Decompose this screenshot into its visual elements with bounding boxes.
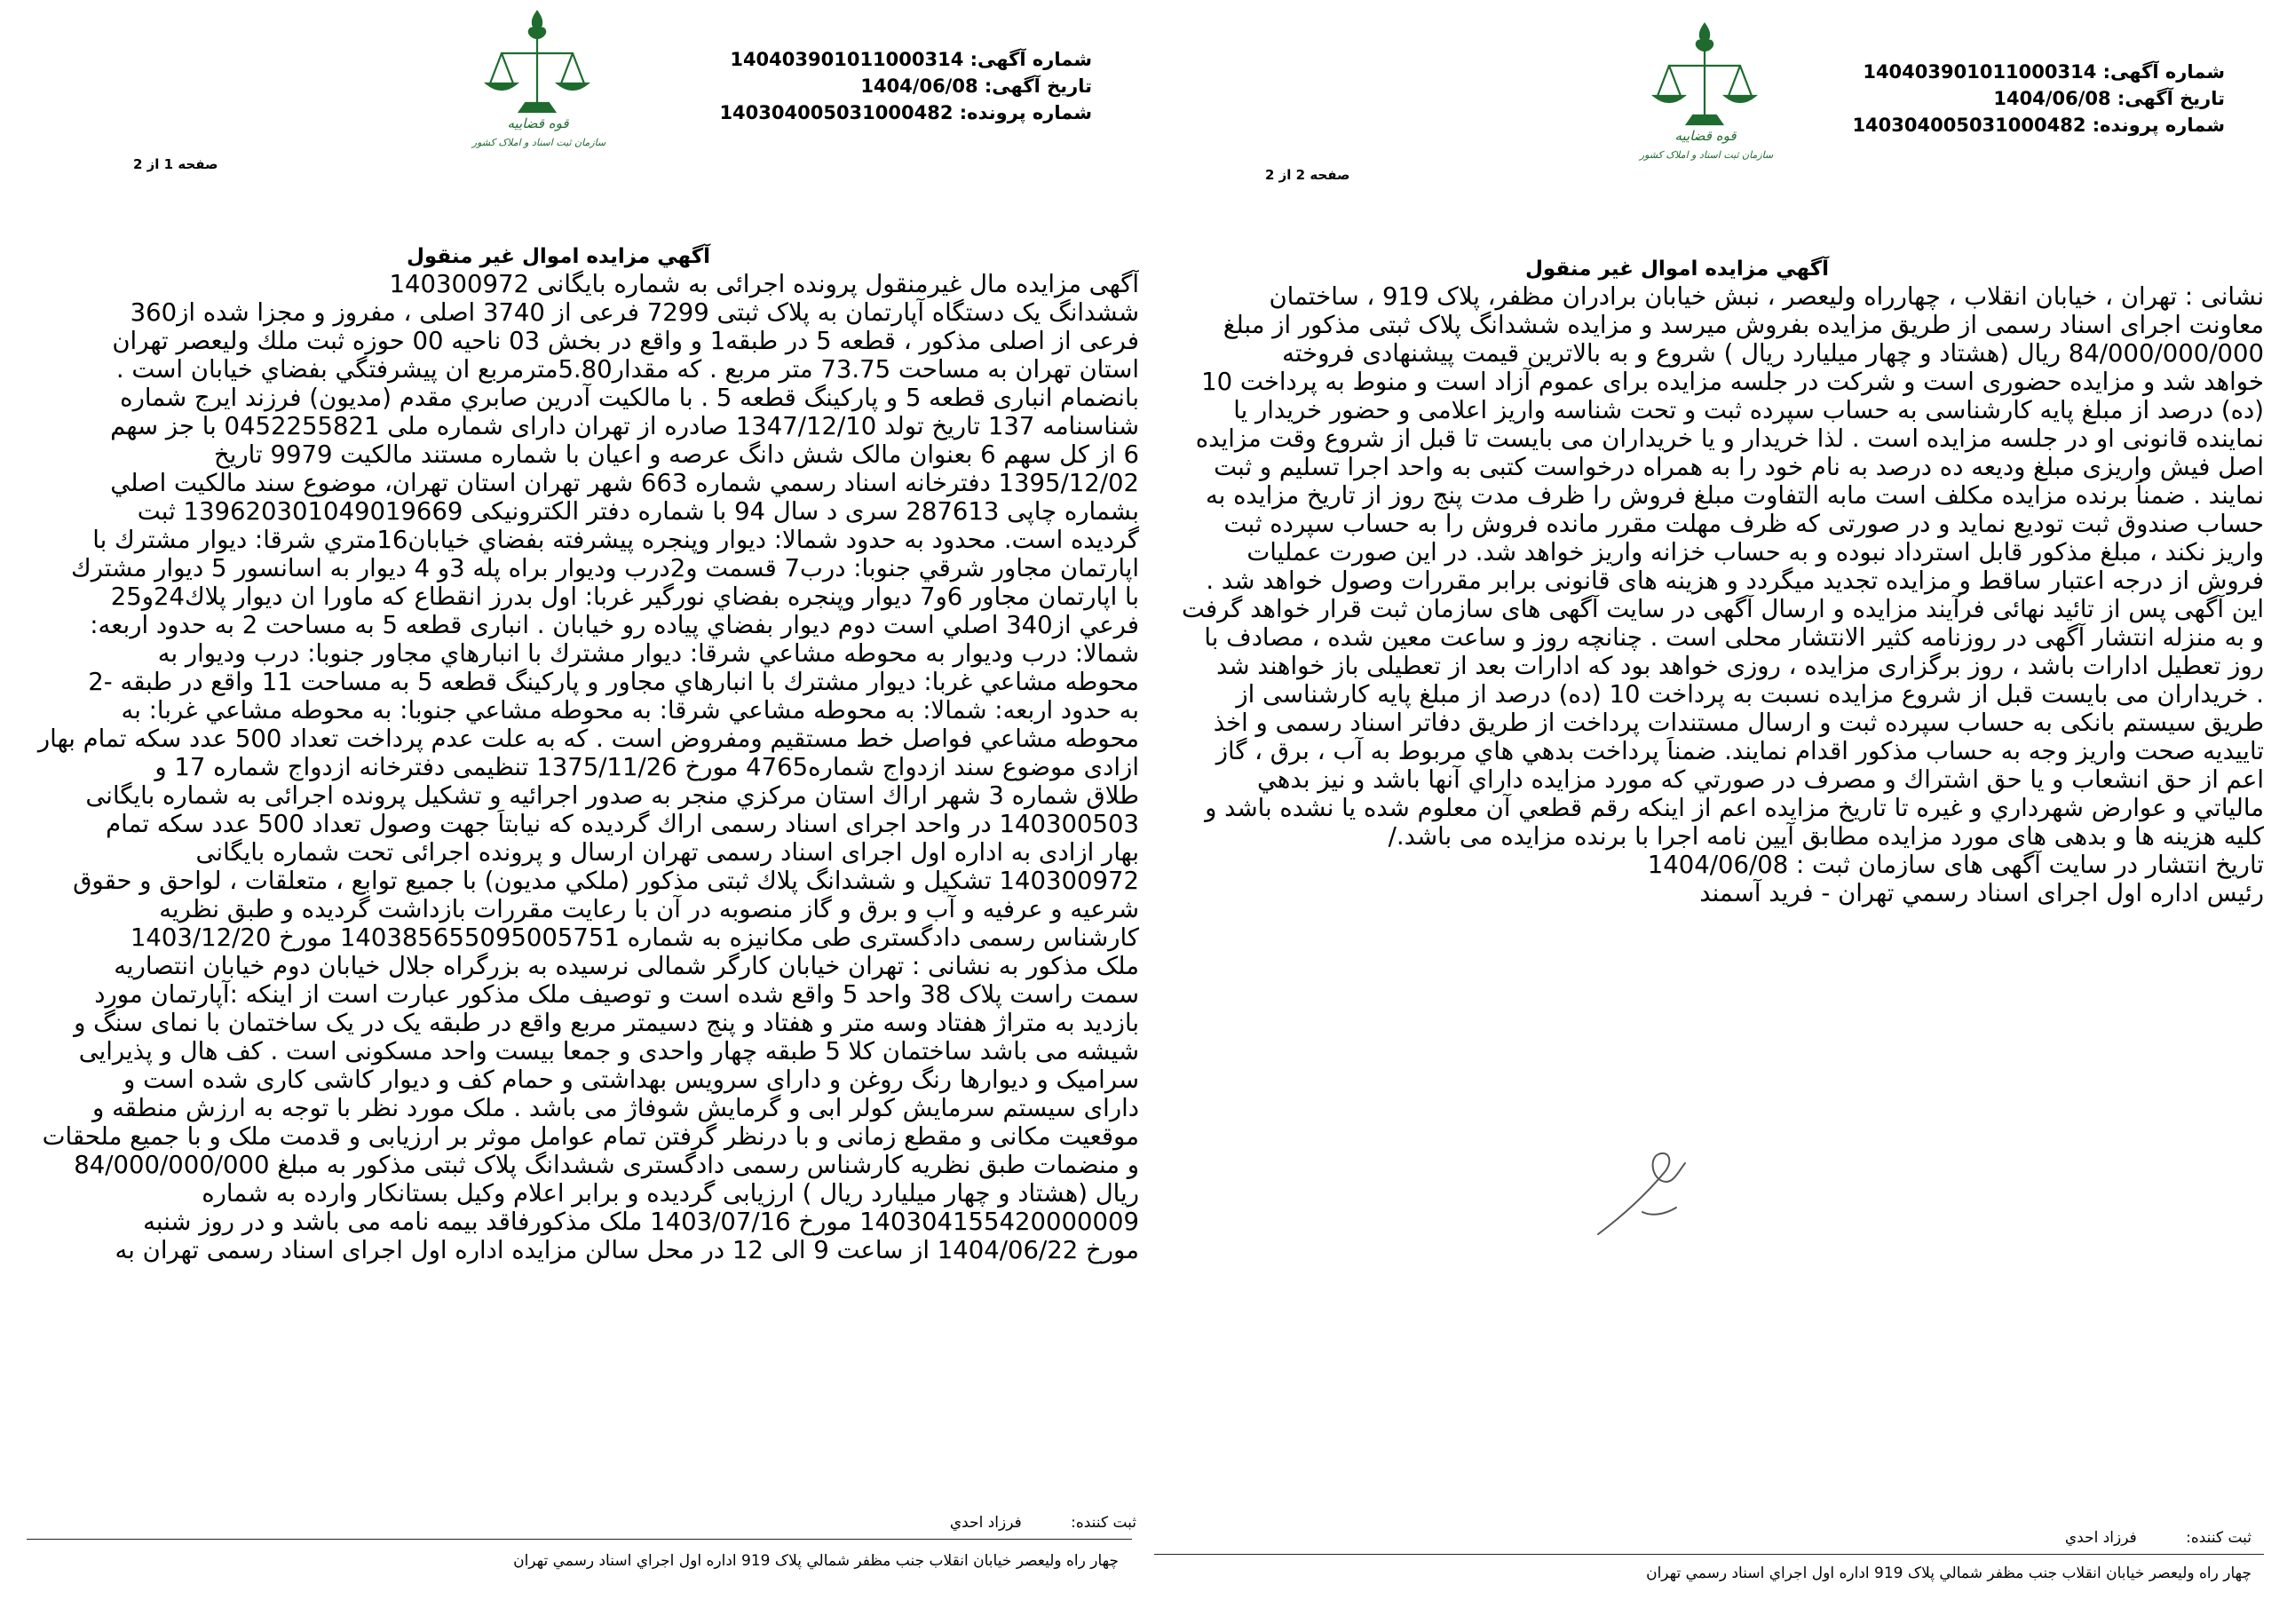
footer-divider [27, 1539, 1132, 1540]
notice-body [27, 270, 1139, 1264]
body-line: مورخ 1404/06/22 از ساعت 9 الی 12 در محل سالن مزایده اداره اول اجرای اسناد رسمی تهران به [115, 1236, 1139, 1264]
body-line: تاییدیه صحت واریز وجه به حساب مذکور اقدام نمایند. ضمناً پرداخت بدهي هاي مربوط به آب ، برق ، گاز [1215, 737, 2264, 765]
body-line: کلیه هزینه ها و بدهی های مورد مزایده مطابق آیین نامه اجرا با برنده مزایده می باشد./ [1388, 822, 2264, 851]
ad-header-left [595, 46, 1092, 126]
body-line: شناسنامه 137 تاریخ تولد 1347/12/10 صادره از تهران دارای شماره ملی 0452255821 با جز سهم [110, 412, 1139, 440]
document-title: آگهي مزايده اموال غير منقول [406, 245, 710, 268]
body-line: به حدود اربعه: شمالا: به محوطه مشاعي شرقا: به محوطه مشاعي جنوبا: به محوطه مشاعي غربا: به [121, 696, 1139, 725]
body-line: سرامیک و دیوارها رنگ روغن و دارای سرویس بهداشتی و حمام کف و دیوار کاشی کاری شده است و [123, 1066, 1139, 1094]
body-line: معاونت اجرای اسناد رسمی از طریق مزایده بفروش میرسد و مزایده ششدانگ پلاک ثبتی مذکور از مبلغ [1223, 311, 2264, 339]
recorder-info [2065, 1529, 2251, 1547]
body-line: محوطه مشاعي غربا: ديوار مشترك با انبارهاي مجاور و پارکینگ قطعه 5 به مساحت 11 واقع در طبقه -2 [88, 668, 1139, 696]
body-line: سمت راست پلاک 38 واحد 5 واقع شده است و توصیف ملک مذکور عبارت است از اینکه :آپارتمان مورد [94, 980, 1139, 1009]
footer-address: چهار راه وليعصر خيابان انقلاب جنب مظفر شمالي پلاک 919 اداره اول اجراي اسناد رسمي تهران [513, 1552, 1119, 1570]
body-line: (ده) درصد از مبلغ پایه کارشناسی به حساب سپرده ثبت و تحت شناسه واریز اعلامی و حضور خریدار یا [1233, 396, 2264, 424]
body-line: اعم از حق انشعاب و يا حق اشتراك و مصرف در صورتي كه مورد مزايده داراي آنها باشد و نيز بدهي [1256, 765, 2264, 794]
body-line: 1395/12/02 دفترخانه اسناد رسمي شماره 663 شهر تهران استان تهران، موضوع سند مالکیت اصلي [110, 469, 1139, 497]
body-line: بازدید به متراژ هفتاد وسه متر و هفتاد و پنج دسیمتر مربع واقع در طبقه یک در یک ساختمان با نمای سنگ و [74, 1009, 1139, 1037]
body-line: فروش از درجه اعتبار ساقط و مزایده تجدید میگردد و هزینه های قانونی برابر مقررات وصول خواهد شد . [1206, 566, 2264, 595]
file-number-label: شماره پرونده: [2092, 115, 2225, 136]
body-line: این آگهی پس از تائید نهائی فرآیند مزایده و ارسال آگهی در سایت آگهی های سازمان ثبت قرار خواهد گرفت [1181, 595, 2264, 623]
page-2 [1154, 0, 2287, 1624]
judiciary-emblem-icon [471, 7, 604, 158]
body-line: موقعیت مکانی و مقطع زمانی و با درنظر گرفتن تمام عوامل موثر بر ارزیابی و قدمت ملک و با جمیع ملحقات [42, 1122, 1139, 1151]
body-line: 140300972 تشکیل و ششدانگ پلاك ثبتی مذکور (ملكي مديون) با جمیع توابع ، متعلقات ، لواحق و حقوق [73, 867, 1139, 895]
page-number: صفحه 2 از 2 [1265, 167, 1350, 183]
ad-number-label: شماره آگهی: [969, 49, 1092, 70]
ad-header-right [1728, 59, 2225, 139]
body-line: اپارتمان مجاور شرقي جنوبا: درب7 قسمت و2درب وديوار براه پله 3و 4 ديوار به اسانسور 5 ديوار مشترك [71, 554, 1139, 582]
body-line: رئیس اداره اول اجرای اسناد رسمي تهران - فرید آسمند [1699, 879, 2264, 907]
recorder-info [950, 1514, 1136, 1532]
body-line: بشماره چاپی 287613 سری د سال 94 با شماره دفتر الکترونیکی 139620301049019669 ثبت [137, 497, 1139, 526]
body-line: 84/000/000/000 ریال (هشتاد و چهار میلیارد ریال ) شروع و به بالاترین قیمت پیشنهادی فروخته [1282, 339, 2264, 368]
body-line: طلاق شماره 3 شهر اراك استان مرکزي منجر به صدور اجرائیه و تشکیل پرونده اجرائی به شماره بایگانی [85, 781, 1139, 810]
file-number: 140304005031000482 [1852, 115, 2086, 136]
body-line: دارای سیستم سرمایش کولر ابی و گرمایش شوفاژ می باشد . ملک مورد نظر با توجه به ارزش منطقه و [92, 1094, 1139, 1122]
ad-number-label: شماره آگهی: [2102, 61, 2225, 83]
body-line: محوطه مشاعي فواصل خط مستقيم ومفروض است . که به علت عدم پرداخت تعداد 500 عدد سکه تمام بهار [37, 725, 1139, 753]
document-title: آگهي مزايده اموال غير منقول [1524, 257, 1829, 281]
body-line: خواهد شد و مزایده حضوری است و شرکت در جلسه مزایده برای عموم آزاد است و منوط به پرداخت 10 [1201, 368, 2264, 396]
emblem-text: قوه قضاییه [1674, 128, 1737, 144]
body-line: واریز نکند ، مبلغ مذکور قابل استرداد نبوده و به حساب خزانه واریز خواهد شد. در این صورت عملیات [1246, 538, 2264, 566]
file-number-row [595, 99, 1092, 126]
body-line: آگهی مزایده مال غیرمنقول پرونده اجرائی به شماره بایگانی 140300972 [389, 270, 1139, 298]
body-line: اصل فیش واریزی مبلغ ودیعه ده درصد به نام خود را به همراه درخواست کتبی به واحد اجرا تسلیم و ثبت [1214, 453, 2264, 481]
file-number-label: شماره پرونده: [959, 102, 1092, 123]
file-number: 140304005031000482 [719, 102, 954, 123]
body-line: مالياتي و عوارض شهرداري و غيره تا تاريخ مزايده اعم از اينكه رقم قطعي آن معلوم شده يا نشده باشد و [1205, 794, 2264, 822]
body-line: گرديده است. محدود به حدود شمالا: ديوار وپنجره پيشرفته بفضاي خيابان16متري شرقا: ديوار مشترك با [92, 526, 1139, 554]
body-line: بانضمام انباری قطعه 5 و پارکینگ قطعه 5 . با مالکیت آدرين صابري مقدم (مديون) فرزند ايرج شماره [120, 384, 1139, 412]
body-line: و منضمات طبق نظریه کارشناس رسمی دادگستری ششدانگ پلاک ثبتی مذکور به مبلغ 84/000/000/000 [74, 1151, 1139, 1179]
body-line: طریق سیستم بانکی به حساب سپرده ثبت و ارسال مستندات پرداخت از طریق دفاتر اسناد رسمی و اخذ [1213, 709, 2264, 737]
recorder-label: ثبت کننده: [2186, 1529, 2251, 1547]
body-line: و به منزله انتشار آگهی در روزنامه کثیر الانتشار محلی است . چنانچه روز و ساعت معین شده ، مصادف با [1204, 623, 2264, 652]
recorder-label: ثبت کننده: [1071, 1514, 1136, 1532]
ad-number: 140403901011000314 [730, 49, 964, 70]
body-line: نشانی : تهران ، خیابان انقلاب ، چهارراه ولیعصر ، نبش خیابان برادران مظفر، پلاک 919 ، ساختمان [1269, 282, 2264, 311]
ad-date-row [1728, 85, 2225, 112]
emblem-text: قوه قضاییه [507, 115, 569, 131]
body-line: تاریخ انتشار در سایت آگهی های سازمان ثبت : 1404/06/08 [1647, 851, 2264, 879]
emblem-subtext: سازمان ثبت اسناد و املاک کشور [471, 137, 606, 148]
body-line: فرعي از340 اصلي است دوم ديوار بفضاي پياده رو خيابان . انباری قطعه 5 به مساحت 2 به حدود اربعه: [90, 611, 1139, 639]
file-number-row [1728, 112, 2225, 139]
body-line: روز تعطیل ادارات باشد ، روز برگزاری مزایده ، روزی خواهد بود که ادارات بعد از تعطیلی باز خواهند شد [1216, 652, 2264, 680]
body-line: ریال (هشتاد و چهار میلیارد ریال ) ارزیابی گردیده و برابر اعلام وکیل بستانکار وارده به شماره [202, 1179, 1139, 1208]
recorder-name: فرزاد احدي [949, 1514, 1022, 1532]
ad-number-row [595, 46, 1092, 73]
page-number: صفحه 1 از 2 [133, 156, 218, 172]
notice-body [1154, 282, 2264, 907]
ad-date-label: تاریخ آگهی: [984, 75, 1092, 97]
body-line: 140304155420000009 مورخ 1403/07/16 ملک مذکورفاقد بیمه نامه می باشد و در روز شنبه [143, 1208, 1139, 1236]
body-line: کارشناس رسمی دادگستری طی مکانیزه به شماره 140385655095005751 مورخ 1403/12/20 [130, 923, 1139, 952]
body-line: فرعی از اصلی مذکور ، قطعه 5 در طبقه1 و واقع در بخش 03 ناحیه 00 حوزه ثبت ملك وليعصر تهران [112, 327, 1139, 355]
ad-number: 140403901011000314 [1863, 61, 2097, 83]
footer-divider [1154, 1554, 2264, 1555]
ad-date-row [595, 73, 1092, 99]
body-line: 6 از کل سهم 6 بعنوان مالک شش دانگ عرصه و اعیان با شماره مستند مالکیت 9979 تاریخ [213, 440, 1139, 469]
recorder-name: فرزاد احدي [2064, 1529, 2137, 1547]
body-line: شرعیه و عرفیه و آب و برق و گاز منصوبه در آن با رعایت مقررات بازداشت گردیده و طبق نظریه [159, 895, 1139, 923]
footer-address: چهار راه وليعصر خيابان انقلاب جنب مظفر شمالي پلاک 919 اداره اول اجراي اسناد رسمي تهران [1646, 1565, 2251, 1582]
signature-icon [1580, 1128, 1705, 1256]
ad-number-row [1728, 59, 2225, 85]
body-line: نمایند . ضمناً برنده مزایده مکلف است مابه التفاوت مبلغ فروش را ظرف مدت پنج روز از تاریخ مزایده به [1206, 481, 2264, 510]
emblem-subtext: سازمان ثبت اسناد و املاک کشور [1639, 149, 1774, 161]
body-line: استان تهران به مساحت 73.75 متر مربع . كه مقدار5.80مترمربع ان پيشرفتگي بفضاي خيابان است . [115, 355, 1139, 384]
body-line: نماینده قانونی او در جلسه مزایده است . لذا خریدار و یا خریداران می بایست تا قبل از شروع وقت مزایده [1195, 424, 2264, 453]
body-line: حساب صندوق ثبت تودیع نماید و در صورتی که ظرف مهلت مقرر مانده فروش را به حساب سپرده ثبت [1223, 510, 2264, 538]
ad-date: 1404/06/08 [1993, 88, 2111, 109]
ad-date: 1404/06/08 [860, 75, 978, 97]
body-line: ازادی موضوع سند ازدواج شماره4765 مورخ 1375/11/26 تنظیمی دفترخانه ازدواج شماره 17 و [154, 753, 1139, 781]
body-line: . خریداران می بایست قبل از شروع مزایده نسبت به پرداخت 10 (ده) درصد از مبلغ پایه کارشناسی از [1236, 680, 2264, 709]
body-line: ششدانگ یک دستگاه آپارتمان به پلاک ثبتی 7299 فرعی از 3740 اصلی ، مفروز و مجزا شده از360 [130, 298, 1139, 327]
body-line: شیشه می باشد ساختمان کلا 5 طبقه چهار واحدی و جمعا بیست واحد مسکونی است . کف هال و پذیرایی [78, 1037, 1139, 1066]
body-line: بهار ازادی به اداره اول اجرای اسناد رسمی تهران ارسال و پرونده اجرائی تحت شماره بایگانی [195, 838, 1139, 867]
body-line: ملک مذکور به نشانی : تهران خیابان کارگر شمالی نرسیده به بزرگراه جلال خیابان دوم خیابان انتصاریه [114, 952, 1139, 980]
judiciary-emblem-icon [1638, 20, 1774, 170]
body-line: 140300503 در واحد اجرای اسناد رسمی اراك گردیده که نیابتاً جهت وصول تعداد 500 عدد سکه تمام [106, 810, 1139, 838]
body-line: شمالا: درب وديوار به محوطه مشاعي شرقا: ديوار مشترك با انبارهاي مجاور جنوبا: درب وديوار به [157, 639, 1139, 668]
body-line: با اپارتمان مجاور 6و7 ديوار وپنجره بفضاي نورگير غربا: اول بدرز انقطاع كه ماورا ان ديوار پلاك24و25 [110, 582, 1139, 611]
ad-date-label: تاریخ آگهی: [2117, 88, 2225, 109]
